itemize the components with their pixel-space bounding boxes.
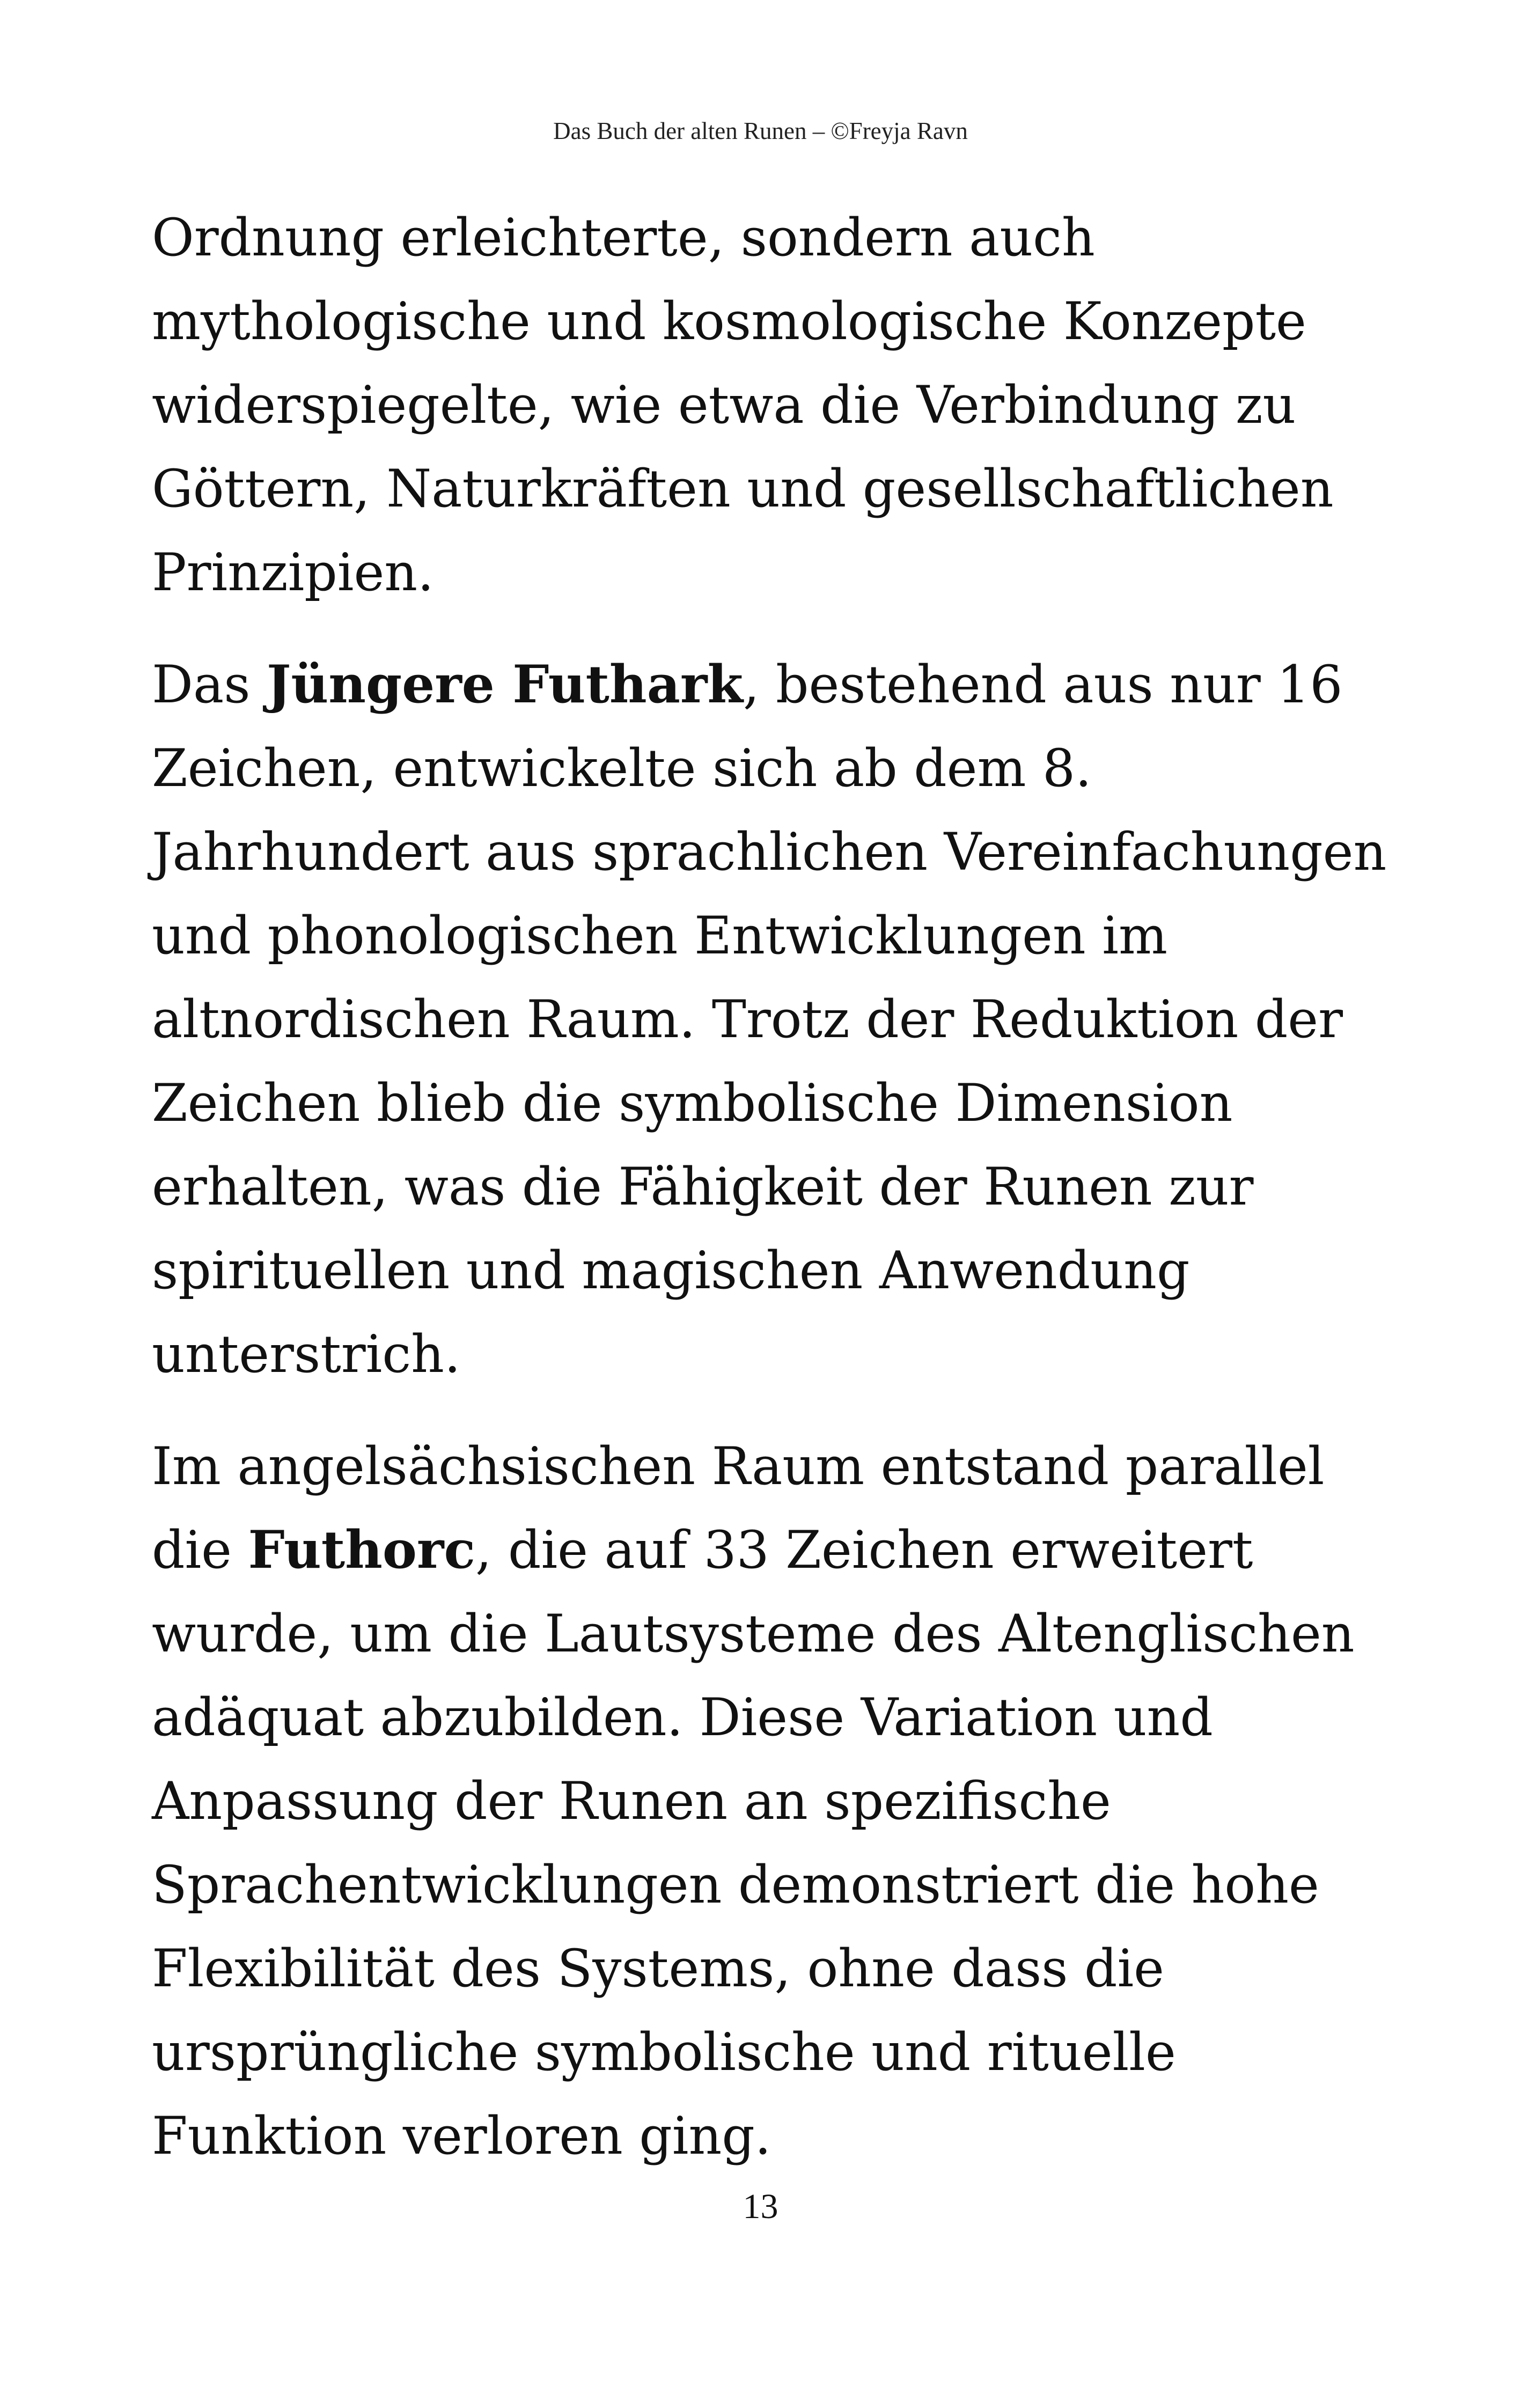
text-line: Anpassung der Runen an spezifische xyxy=(152,1771,1111,1831)
paragraph xyxy=(152,1425,1434,2178)
text-line: Flexibilität des Systems, ohne dass die xyxy=(152,1939,1164,1999)
paragraph xyxy=(152,196,1434,614)
running-header: Das Buch der alten Runen – ©Freyja Ravn xyxy=(553,118,968,144)
bold-term: Jüngere Futhark xyxy=(266,654,743,715)
text-run: die xyxy=(152,1520,248,1580)
text-line: adäquat abzubilden. Diese Variation und xyxy=(152,1687,1213,1748)
text-line: erhalten, was die Fähigkeit der Runen zur xyxy=(152,1157,1254,1217)
text-line: Zeichen, entwickelte sich ab dem 8. xyxy=(152,738,1092,798)
text-line: Jahrhundert aus sprachlichen Vereinfachungen xyxy=(152,822,1387,882)
text-run: Das xyxy=(152,655,267,715)
text-line: und phonologischen Entwicklungen im xyxy=(152,906,1167,966)
text-line: Im angelsächsischen Raum entstand parallel xyxy=(152,1436,1325,1496)
paragraph xyxy=(152,643,1434,1396)
text-run: , die auf 33 Zeichen erweitert xyxy=(475,1520,1253,1580)
text-line: wurde, um die Lautsysteme des Altenglischen xyxy=(152,1604,1355,1664)
text-line: unterstrich. xyxy=(152,1324,461,1384)
text-line: altnordischen Raum. Trotz der Reduktion der xyxy=(152,989,1343,1049)
bold-term: Futhorc xyxy=(248,1519,475,1580)
text-line: Prinzipien. xyxy=(152,542,434,603)
text-line: Zeichen blieb die symbolische Dimension xyxy=(152,1073,1233,1133)
text-line: spirituellen und magischen Anwendung xyxy=(152,1240,1190,1301)
text-line: widerspiegelte, wie etwa die Verbindung zu xyxy=(152,375,1296,435)
text-line: Ordnung erleichterte, sondern auch xyxy=(152,208,1095,268)
page-number: 13 xyxy=(743,2187,778,2226)
text-run: , bestehend aus nur 16 xyxy=(743,655,1343,715)
text-line xyxy=(152,643,1434,726)
text-line xyxy=(152,1508,1434,1592)
body-text xyxy=(152,196,1434,2206)
text-line: Göttern, Naturkräften und gesellschaftlichen xyxy=(152,459,1334,519)
text-line: ursprüngliche symbolische und rituelle xyxy=(152,2022,1176,2082)
text-line: Funktion verloren ging. xyxy=(152,2106,771,2166)
text-line: Sprachentwicklungen demonstriert die hohe xyxy=(152,1855,1319,1915)
text-line: mythologische und kosmologische Konzepte xyxy=(152,291,1306,351)
